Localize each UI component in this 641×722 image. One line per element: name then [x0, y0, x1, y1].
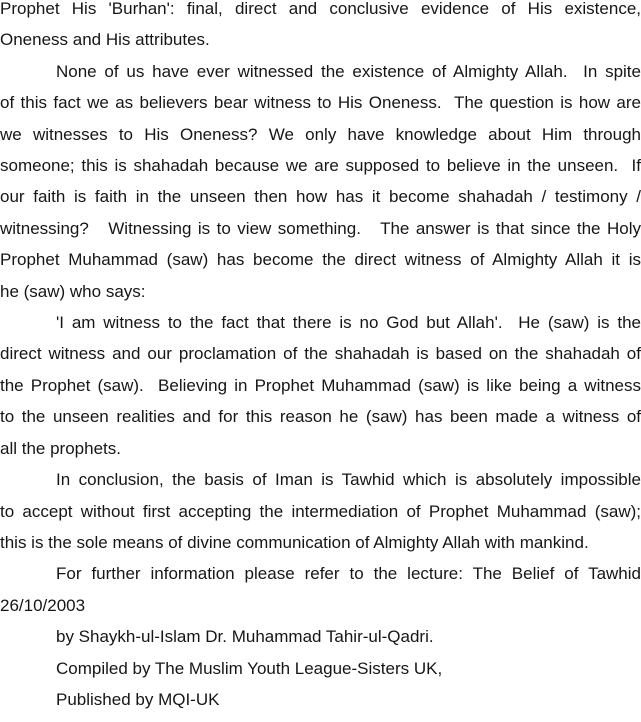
paragraph — [0, 684, 641, 715]
text-line: this is the sole means of divine communication of Almighty Allah with mankind. — [0, 532, 589, 552]
text-line: to accept without first accepting the intermediation of Prophet Muhammad (saw); — [0, 501, 641, 521]
text-line: In conclusion, the basis of Iman is Tawhid which is absolutely impossible — [56, 470, 641, 490]
text-line: to the unseen realities and for this reason he (saw) has been made a witness of — [0, 407, 641, 427]
text-line: all the prophets. — [0, 438, 121, 458]
paragraph — [0, 621, 641, 652]
text-line: 26/10/2003 — [0, 595, 86, 615]
paragraph — [0, 307, 641, 464]
text-line: someone; this is shahadah because we are supposed to believe in the unseen. If — [0, 156, 641, 176]
text-line: direct witness and our proclamation of the shahadah is based on the shahadah of — [0, 344, 641, 364]
paragraph — [0, 0, 641, 56]
text-line: For further information please refer to the lecture: The Belief of Tawhid — [56, 564, 641, 584]
text-line: witnessing? Witnessing is to view something. The answer is that since the Holy — [0, 218, 641, 238]
text-line: he (saw) who says: — [0, 281, 146, 301]
text-line: Oneness and His attributes. — [0, 30, 210, 50]
text-line: Published by MQI-UK — [56, 689, 220, 709]
text-line: we witnesses to His Oneness? We only have knowledge about Him through — [0, 124, 641, 144]
paragraph — [0, 653, 641, 684]
text-line: our faith is faith in the unseen then how has it become shahadah / testimony / — [0, 187, 641, 207]
text-line: 'I am witness to the fact that there is no God but Allah'. He (saw) is the — [56, 313, 641, 333]
text-line: None of us have ever witnessed the existence of Almighty Allah. In spite — [56, 61, 641, 81]
text-line: of this fact we as believers bear witness to His Oneness. The question is how are — [0, 93, 641, 113]
text-line: Prophet Muhammad (saw) has become the direct witness of Almighty Allah it is — [0, 250, 641, 270]
text-line: by Shaykh-ul-Islam Dr. Muhammad Tahir-ul-Qadri. — [56, 627, 434, 647]
paragraph — [0, 558, 641, 621]
paragraph — [0, 464, 641, 558]
text-line: Prophet His 'Burhan': final, direct and conclusive evidence of His existence, — [0, 0, 641, 18]
text-line: Compiled by The Muslim Youth League-Sisters UK, — [56, 658, 443, 678]
text-line: the Prophet (saw). Believing in Prophet Muhammad (saw) is like being a witness — [0, 375, 641, 395]
paragraph — [0, 56, 641, 307]
